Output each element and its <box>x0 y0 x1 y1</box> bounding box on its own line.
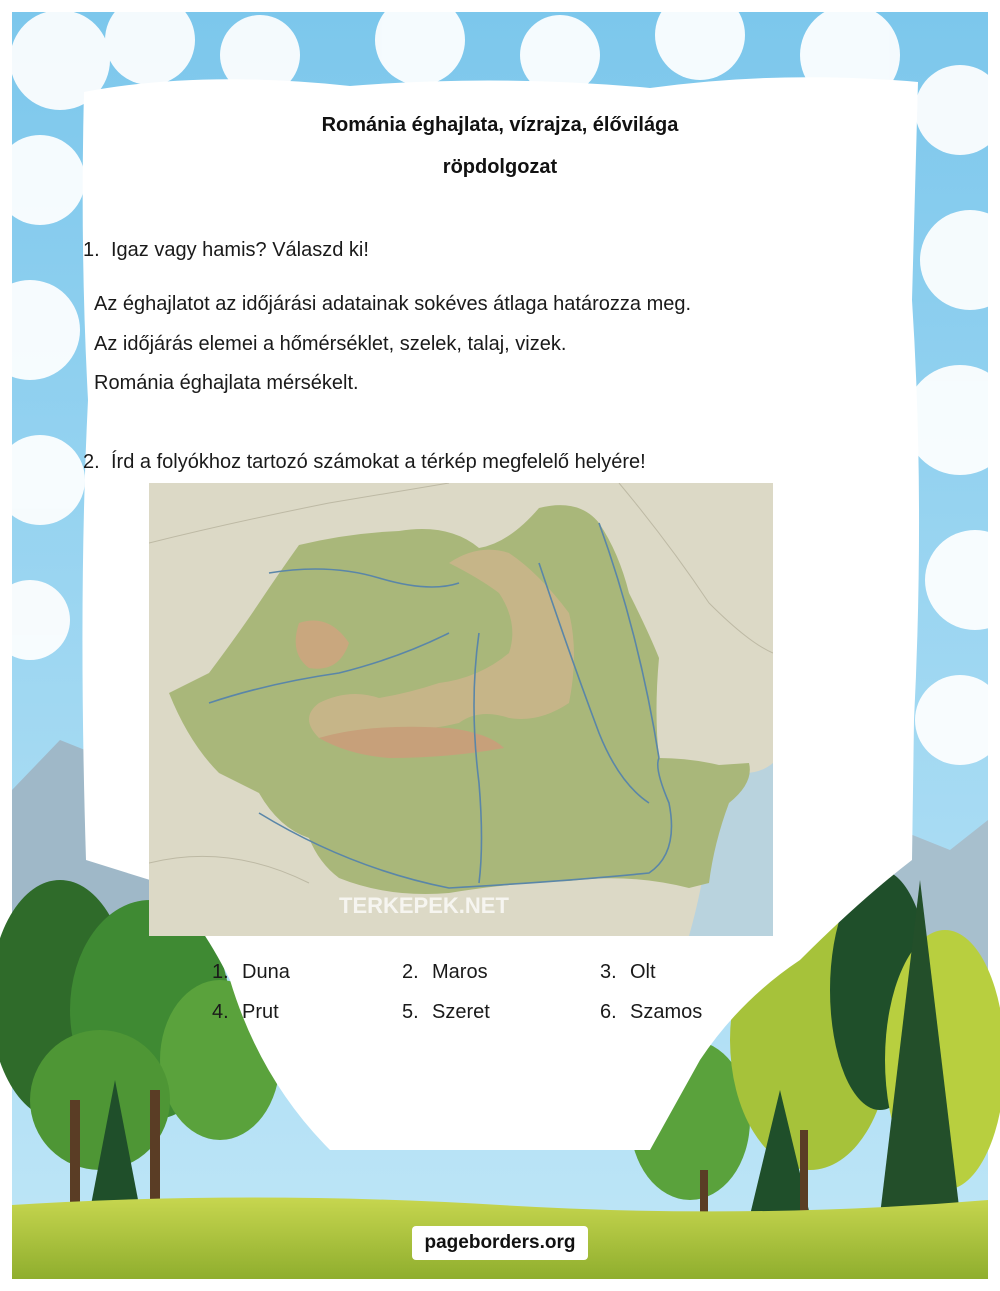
river-item <box>212 961 290 984</box>
question-2-number: 2. <box>83 451 100 473</box>
river-number: 2. <box>402 961 419 983</box>
river-item <box>600 1001 702 1024</box>
question-2 <box>83 451 646 474</box>
question-1-text: Igaz vagy hamis? Válaszd ki! <box>111 239 369 261</box>
river-name: Szeret <box>432 1001 490 1023</box>
river-name: Maros <box>432 961 488 983</box>
romania-relief-map <box>149 483 773 936</box>
question-2-text: Írd a folyókhoz tartozó számokat a térkép megfelelő helyére! <box>111 451 646 473</box>
question-1-number: 1. <box>83 239 100 261</box>
river-name: Szamos <box>630 1001 703 1023</box>
map-watermark: TERKEPEK.NET <box>339 893 509 918</box>
worksheet-title: Románia éghajlata, vízrajza, élővilága <box>321 114 679 136</box>
river-number: 1. <box>212 961 229 983</box>
statement-1[interactable]: Az éghajlatot az időjárási adatainak sokéves átlaga határozza meg. <box>94 293 692 315</box>
river-item <box>402 961 488 984</box>
river-number: 5. <box>402 1001 419 1023</box>
river-number: 3. <box>600 961 617 983</box>
river-item <box>212 1001 279 1024</box>
river-name: Olt <box>630 961 656 983</box>
footer-credit: pageborders.org <box>412 1226 588 1260</box>
river-name: Duna <box>242 961 290 983</box>
river-item <box>402 1001 490 1024</box>
river-number: 4. <box>212 1001 229 1023</box>
river-number: 6. <box>600 1001 617 1023</box>
question-1 <box>83 239 369 262</box>
statement-3[interactable]: Románia éghajlata mérsékelt. <box>94 372 359 394</box>
statement-2[interactable]: Az időjárás elemei a hőmérséklet, szelek, talaj, vizek. <box>94 333 567 355</box>
worksheet-subtitle: röpdolgozat <box>442 156 558 178</box>
river-item <box>600 961 656 984</box>
river-name: Prut <box>242 1001 279 1023</box>
